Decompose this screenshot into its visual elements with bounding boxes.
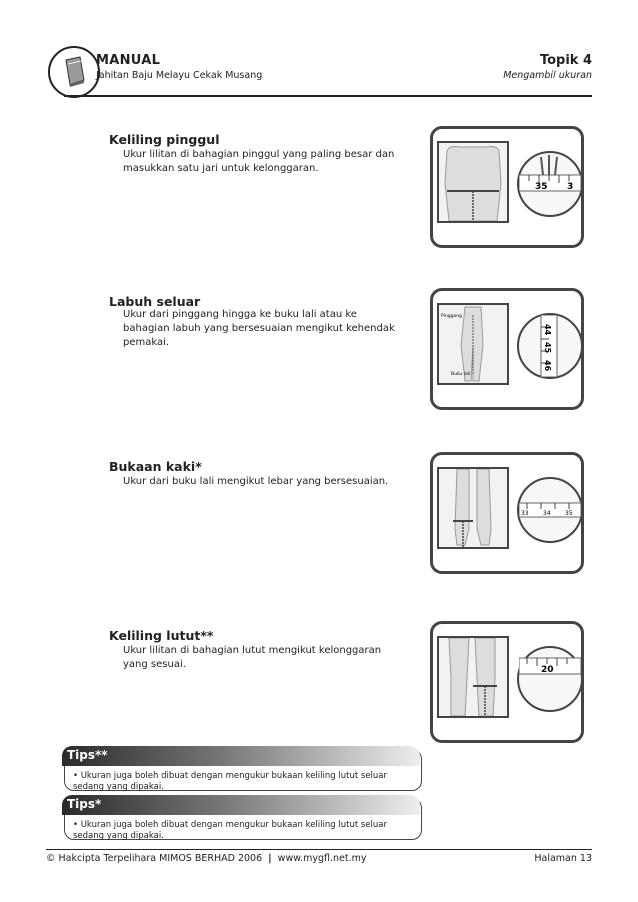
tip-label-leg-opening: Tips*	[67, 797, 102, 811]
section-title-knee: Keliling lutut**	[109, 628, 214, 643]
tape-number: 35	[565, 510, 573, 517]
tape-magnifier	[517, 646, 583, 712]
copyright-text: © Hakcipta Terpelihara MIMOS BERHAD 2006	[46, 853, 263, 864]
header-divider	[64, 95, 592, 97]
tape-number: 46	[543, 360, 552, 372]
manual-logo	[48, 46, 100, 98]
tip-text-knee: • Ukuran juga boleh dibuat dengan mengukur bukaan keliling lutut seluar sedang yang dipakai.	[73, 771, 387, 792]
trouser-length-photo	[437, 303, 509, 385]
website-link[interactable]: www.mygfl.net.my	[277, 853, 367, 864]
legs-figure-icon	[439, 469, 507, 547]
topic-title: Topik 4	[539, 53, 592, 68]
tip-header-knee	[62, 746, 420, 766]
topic-subtitle: Mengambil ukuran	[503, 70, 592, 81]
knee-figure-icon	[439, 638, 507, 716]
tape-number: 45	[543, 342, 552, 354]
tape-number: 35	[535, 182, 548, 192]
tape-magnifier	[517, 313, 583, 379]
leg-figure-icon	[439, 305, 507, 383]
tape-number: 33	[521, 510, 529, 517]
trouser-length-illustration	[430, 288, 584, 410]
tip-label-knee: Tips**	[67, 748, 108, 762]
tape-measure-icon	[519, 315, 581, 377]
tip-header-leg-opening	[62, 795, 420, 815]
manual-title: MANUAL	[96, 53, 161, 68]
page-number: Halaman 13	[534, 853, 592, 864]
tape-magnifier	[517, 477, 583, 543]
tape-number: 44	[543, 324, 552, 336]
hip-photo	[437, 141, 509, 223]
knee-illustration	[430, 621, 584, 743]
footer-divider	[46, 849, 592, 850]
ankle-label: Buku lali	[451, 372, 471, 377]
section-title-trouser-length: Labuh seluar	[109, 294, 201, 309]
tape-number: 3	[567, 182, 574, 192]
section-body-leg-opening: Ukur dari buku lali mengikut lebar yang bersesuaian.	[123, 476, 389, 487]
tape-number: 20	[541, 665, 554, 675]
tape-number: 34	[543, 510, 551, 517]
manual-subtitle: Jahitan Baju Melayu Cekak Musang	[96, 70, 263, 81]
book-icon	[60, 56, 88, 88]
knee-photo	[437, 636, 509, 718]
tape-measure-icon	[519, 479, 581, 541]
section-body-hip: Ukur lilitan di bahagian pinggul yang paling besar dan masukkan satu jari untuk kelonggaran.	[123, 149, 395, 174]
leg-opening-photo	[437, 467, 509, 549]
section-body-knee: Ukur lilitan di bahagian lutut mengikut kelonggaran yang sesuai.	[123, 645, 382, 670]
footer-separator: |	[268, 853, 272, 864]
section-body-trouser-length: Ukur dari pinggang hingga ke buku lali atau ke bahagian labuh yang bersesuaian mengikut kehendak pemakai.	[123, 309, 395, 348]
section-title-hip: Keliling pinggul	[109, 132, 220, 147]
tip-text-leg-opening: • Ukuran juga boleh dibuat dengan mengukur bukaan keliling lutut seluar sedang yang dipakai.	[73, 820, 387, 841]
leg-opening-illustration	[430, 452, 584, 574]
tape-magnifier	[517, 151, 583, 217]
torso-figure-icon	[439, 143, 507, 221]
tape-measure-icon	[519, 648, 581, 710]
hip-illustration	[430, 126, 584, 248]
footer-text	[46, 853, 367, 864]
tape-measure-icon	[519, 153, 581, 215]
waist-label: Pinggang	[441, 314, 462, 319]
section-title-leg-opening: Bukaan kaki*	[109, 459, 202, 474]
